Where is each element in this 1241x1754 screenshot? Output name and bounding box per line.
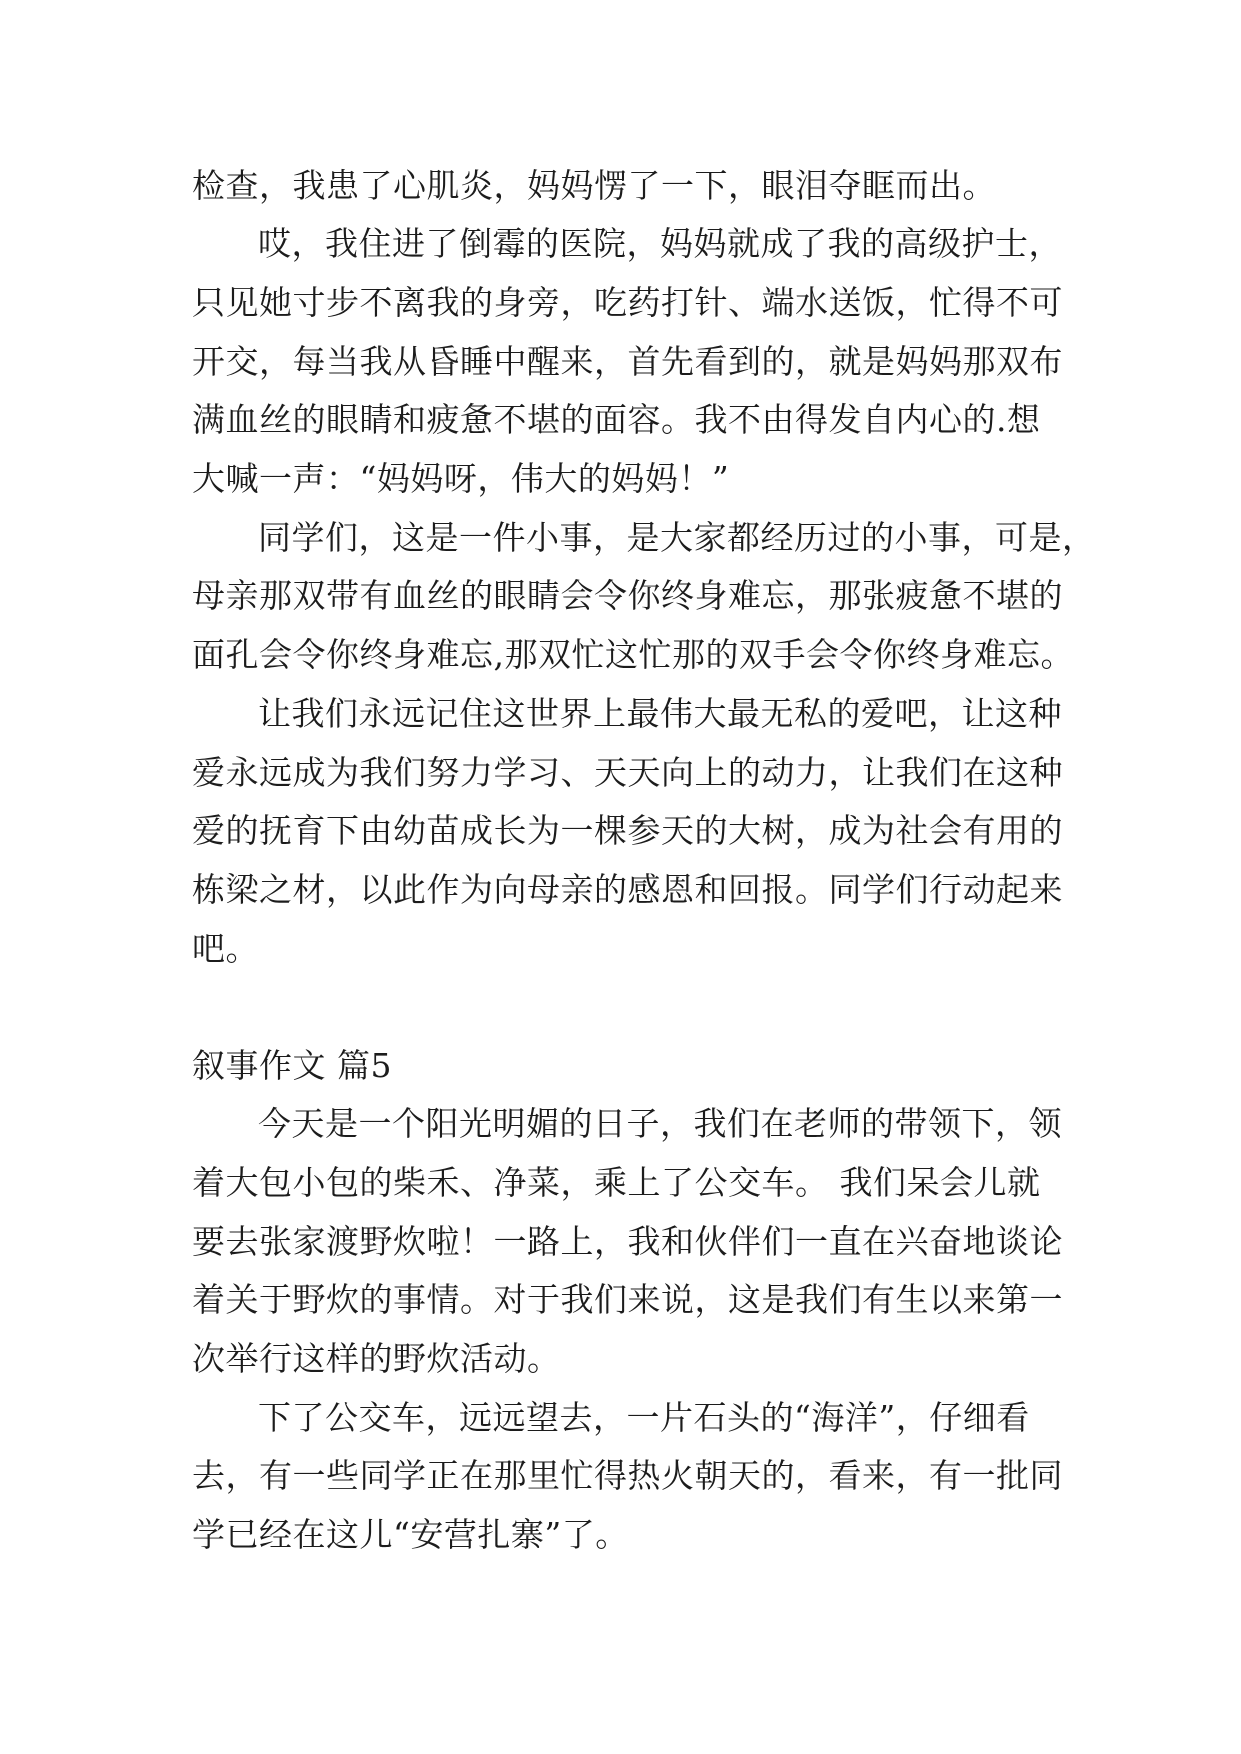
text-line: 爱的抚育下由幼苗成长为一棵参天的大树，成为社会有用的 bbox=[192, 811, 1063, 850]
section-heading: 叙事作文 篇5 bbox=[192, 1046, 392, 1085]
text-line: 着关于野炊的事情。对于我们来说，这是我们有生以来第一 bbox=[192, 1280, 1063, 1319]
text-line: 学已经在这儿“安营扎寨”了。 bbox=[192, 1515, 629, 1554]
paragraph-first-line: 下了公交车，远远望去，一片石头的“海洋”，仔细看 bbox=[258, 1398, 1030, 1437]
text-line: 要去张家渡野炊啦！一路上，我和伙伴们一直在兴奋地谈论 bbox=[192, 1222, 1063, 1261]
text-line: 开交，每当我从昏睡中醒来，首先看到的，就是妈妈那双布 bbox=[192, 342, 1063, 381]
text-line: 大喊一声：“妈妈呀，伟大的妈妈！” bbox=[192, 459, 730, 498]
text-line: 着大包小包的柴禾、净菜，乘上了公交车。 我们呆会儿就 bbox=[192, 1163, 1041, 1202]
paragraph-first-line: 同学们，这是一件小事，是大家都经历过的小事，可是， bbox=[258, 518, 1096, 557]
paragraph-first-line: 让我们永远记住这世界上最伟大最无私的爱吧，让这种 bbox=[258, 694, 1062, 733]
text-line: 栋梁之材，以此作为向母亲的感恩和回报。同学们行动起来 bbox=[192, 870, 1063, 909]
text-line: 去，有一些同学正在那里忙得热火朝天的，看来，有一批同 bbox=[192, 1456, 1063, 1495]
text-line: 检查，我患了心肌炎，妈妈愣了一下，眼泪夺眶而出。 bbox=[192, 166, 996, 205]
text-line: 只见她寸步不离我的身旁，吃药打针、端水送饭，忙得不可 bbox=[192, 283, 1063, 322]
text-line: 次举行这样的野炊活动。 bbox=[192, 1339, 561, 1378]
text-line: 吧。 bbox=[192, 929, 259, 968]
paragraph-first-line: 今天是一个阳光明媚的日子，我们在老师的带领下，领 bbox=[258, 1104, 1062, 1143]
text-line: 面孔会令你终身难忘,那双忙这忙那的双手会令你终身难忘。 bbox=[192, 635, 1074, 674]
paragraph-first-line: 哎，我住进了倒霉的医院，妈妈就成了我的高级护士， bbox=[258, 224, 1062, 263]
text-line: 爱永远成为我们努力学习、天天向上的动力，让我们在这种 bbox=[192, 753, 1063, 792]
text-line: 母亲那双带有血丝的眼睛会令你终身难忘，那张疲惫不堪的 bbox=[192, 576, 1063, 615]
text-line: 满血丝的眼睛和疲惫不堪的面容。我不由得发自内心的.想 bbox=[192, 400, 1041, 439]
